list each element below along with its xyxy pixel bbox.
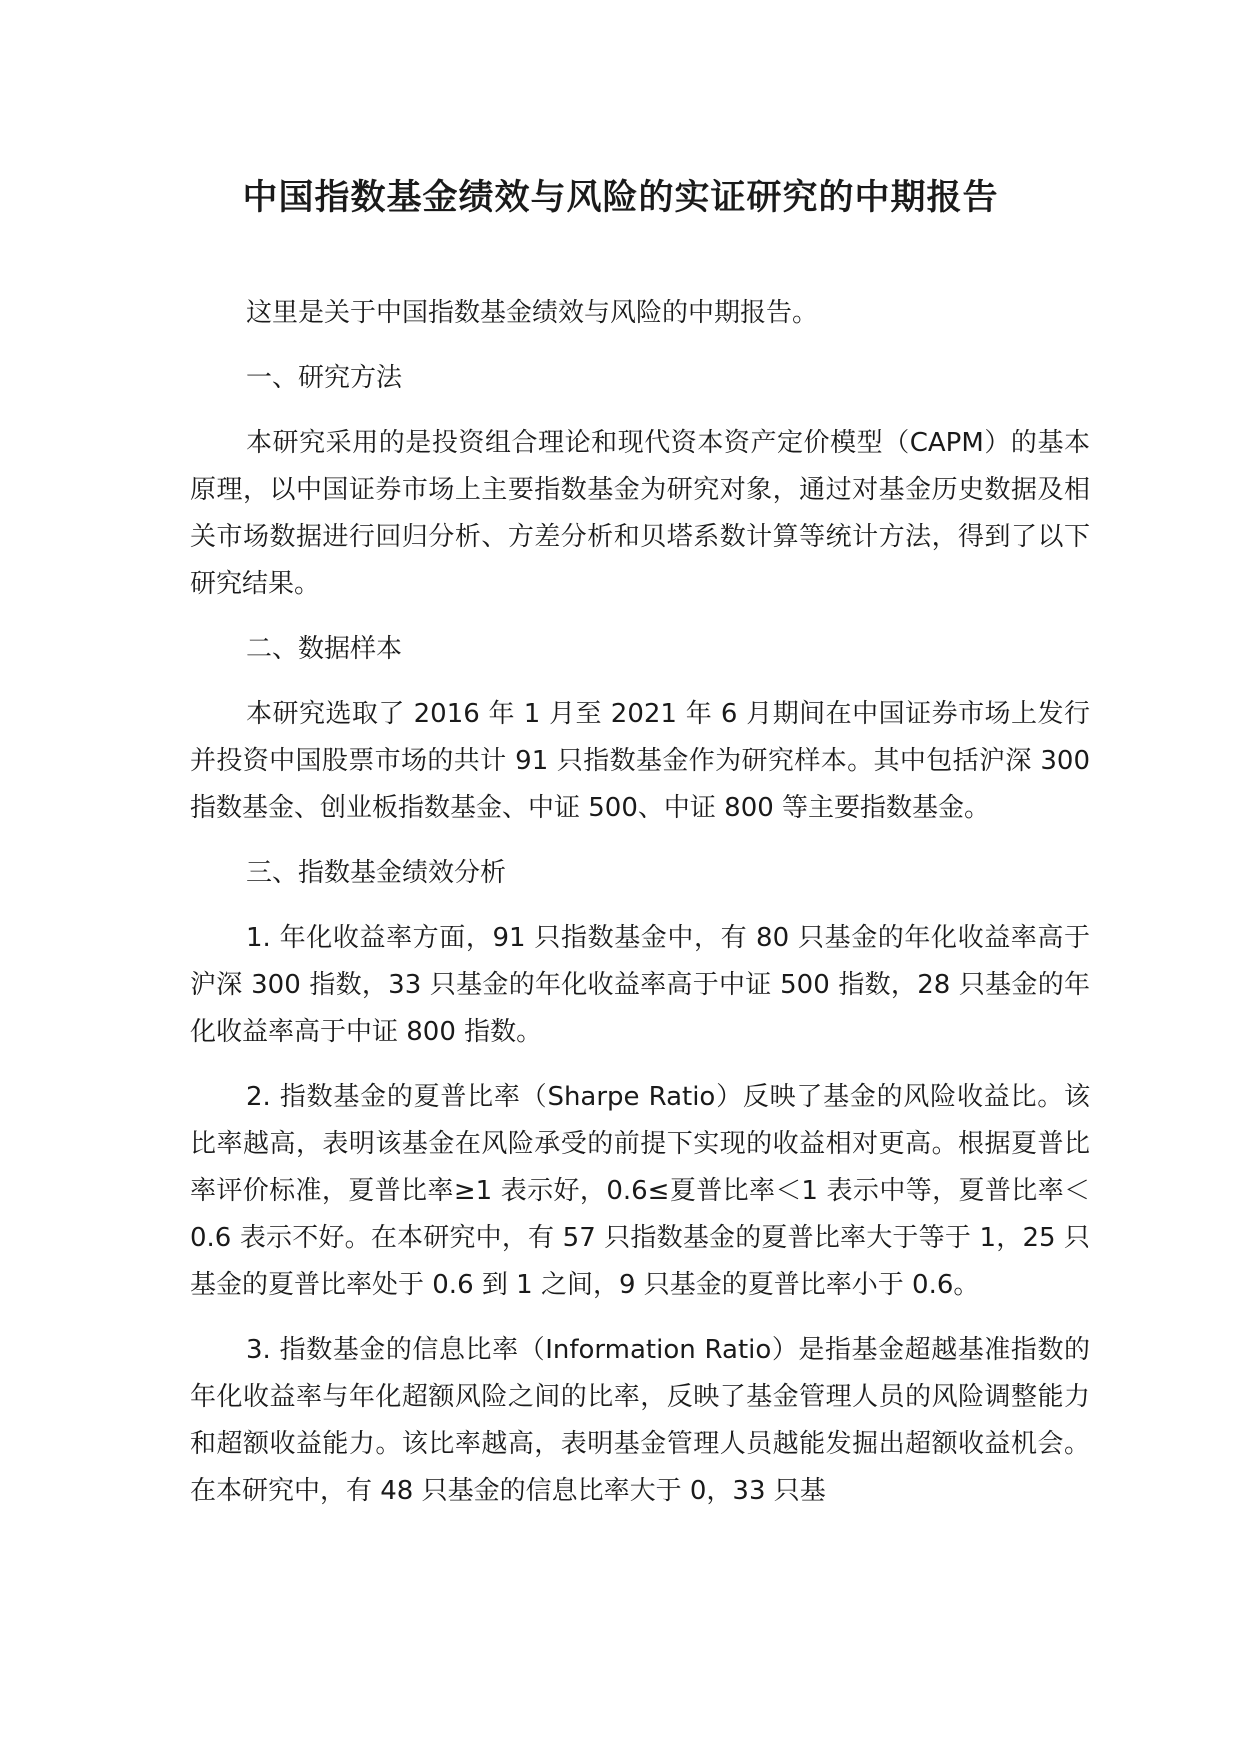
section-heading-methods: 一、研究方法	[246, 363, 403, 393]
methods-paragraph: 本研究采用的是投资组合理论和现代资本资产定价模型（CAPM）的基本原理，以中国证券市场上主要指数基金为研究对象，通过对基金历史数据及相关市场数据进行回归分析、方差分析和贝塔系数计算等统计方法，得到了以下研究结果。	[190, 428, 1090, 599]
document-body	[190, 290, 1090, 1533]
intro-paragraph: 这里是关于中国指数基金绩效与风险的中期报告。	[246, 298, 819, 328]
performance-point-2: 2. 指数基金的夏普比率（Sharpe Ratio）反映了基金的风险收益比。该比率越高，表明该基金在风险承受的前提下实现的收益相对更高。根据夏普比率评价标准，夏普比率≥1 表示好，0.6≤夏普比率＜1 表示中等，夏普比率＜0.6 表示不好。在本研究中，有 57 只指数基金的夏普比率大于等于 1，25 只基金的夏普比率处于 0.6 到 1 之间，9 只基金的夏普比率小于 0.6。	[190, 1082, 1090, 1300]
performance-point-1: 1. 年化收益率方面，91 只指数基金中，有 80 只基金的年化收益率高于沪深 300 指数，33 只基金的年化收益率高于中证 500 指数，28 只基金的年化收益率高于中证 800 指数。	[190, 923, 1090, 1047]
document-title: 中国指数基金绩效与风险的实证研究的中期报告	[242, 178, 999, 218]
data-sample-paragraph: 本研究选取了 2016 年 1 月至 2021 年 6 月期间在中国证券市场上发行并投资中国股票市场的共计 91 只指数基金作为研究样本。其中包括沪深 300 指数基金、创业板指数基金、中证 500、中证 800 等主要指数基金。	[190, 699, 1090, 823]
section-heading-performance: 三、指数基金绩效分析	[246, 858, 507, 888]
section-heading-data-sample: 二、数据样本	[246, 634, 403, 664]
performance-point-3: 3. 指数基金的信息比率（Information Ratio）是指基金超越基准指数的年化收益率与年化超额风险之间的比率，反映了基金管理人员的风险调整能力和超额收益能力。该比率越高，表明基金管理人员越能发掘出超额收益机会。在本研究中，有 48 只基金的信息比率大于 0，33 只基	[190, 1335, 1090, 1506]
